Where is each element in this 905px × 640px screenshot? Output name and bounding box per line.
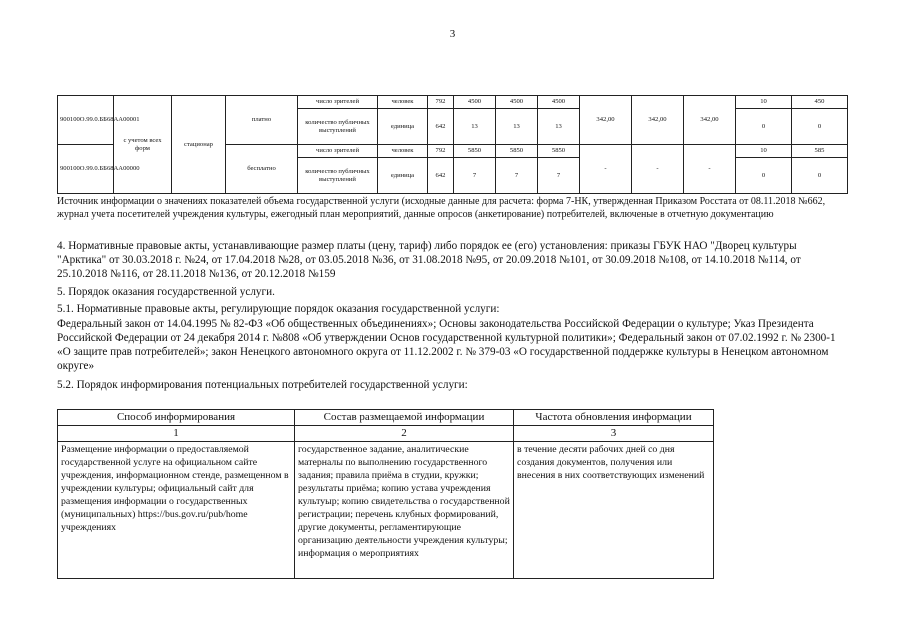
price-year-1: 342,00 xyxy=(580,96,632,145)
deviation-absolute: 450 xyxy=(792,96,848,109)
page-number: 3 xyxy=(449,28,456,40)
value-year-2: 5850 xyxy=(496,145,538,158)
okei-code: 792 xyxy=(428,96,454,109)
header-method: Способ информирования xyxy=(58,410,295,426)
registry-code: 900100О.99.0.ББ68АА00001 xyxy=(58,96,114,145)
value-year-2: 13 xyxy=(496,109,538,145)
price-year-3: - xyxy=(684,145,736,194)
section-4-payment-acts: 4. Нормативные правовые акты, устанавливающие размер платы (цену, тариф) либо порядок ее (его) установления: приказы ГБУК НАО "Дворец культуры "Арктика" от 30.03.2018 г. №24, от 17.04.2018 №28, от 03.05.2018 №36, от 31.08.2018 №95, от 20.09.2018 №101, от 30.09.2018 №108, от 14.10.2018 №114, от 25.10.2018 №116, от 28.11.2018 №136, от 20.12.2018 №159 xyxy=(57,240,801,280)
deviation-percent: 0 xyxy=(736,109,792,145)
registry-code: 900100О.99.0.ББ68АА00000 xyxy=(58,145,114,194)
deviation-absolute: 0 xyxy=(792,158,848,194)
section-5-2-heading: 5.2. Порядок информирования потенциальных потребителей государственной услуги: xyxy=(57,379,468,391)
unit-name: единица xyxy=(378,109,428,145)
indicator-name: число зрителей xyxy=(298,96,378,109)
unit-name: человек xyxy=(378,145,428,158)
value-year-1: 7 xyxy=(454,158,496,194)
column-number: 3 xyxy=(514,426,714,442)
payment-type: бесплатно xyxy=(226,145,298,194)
service-condition: стационар xyxy=(172,96,226,194)
value-year-1: 13 xyxy=(454,109,496,145)
price-year-3: 342,00 xyxy=(684,96,736,145)
indicator-name: количество публичных выступлений xyxy=(298,109,378,145)
deviation-percent: 0 xyxy=(736,158,792,194)
okei-code: 642 xyxy=(428,158,454,194)
okei-code: 642 xyxy=(428,109,454,145)
deviation-absolute: 585 xyxy=(792,145,848,158)
price-year-2: - xyxy=(632,145,684,194)
column-number: 1 xyxy=(58,426,295,442)
unit-name: человек xyxy=(378,96,428,109)
value-year-3: 4500 xyxy=(538,96,580,109)
service-form: с учетом всех форм xyxy=(114,96,172,194)
header-content: Состав размещаемой информации xyxy=(295,410,514,426)
value-year-2: 7 xyxy=(496,158,538,194)
update-frequency-cell: в течение десяти рабочих дней со дня создания документов, получения или внесения в них соответствующих изменений xyxy=(514,442,714,579)
price-year-1: - xyxy=(580,145,632,194)
value-year-1: 4500 xyxy=(454,96,496,109)
deviation-absolute: 0 xyxy=(792,109,848,145)
okei-code: 792 xyxy=(428,145,454,158)
section-5-1-heading: 5.1. Нормативные правовые акты, регулирующие порядок оказания государственной услуги: xyxy=(57,303,500,315)
service-volume-table xyxy=(57,95,848,194)
informing-table xyxy=(57,409,714,579)
value-year-3: 5850 xyxy=(538,145,580,158)
deviation-percent: 10 xyxy=(736,96,792,109)
indicator-name: число зрителей xyxy=(298,145,378,158)
information-content-cell: государственное задание, аналитические матерналы по выполнению государственного задания; правила приёма в студии, кружки; результаты приёма; копию устава учреждения культуыр; копию свидетельства о государственной регистрации; перечень клубных формирований, другие документы, регламентирующие организацию деятельности учреждения культуры; информация о мероприятиях xyxy=(295,442,514,579)
header-frequency: Частота обновления информации xyxy=(514,410,714,426)
payment-type: платно xyxy=(226,96,298,145)
column-number: 2 xyxy=(295,426,514,442)
laws-list: Федеральный закон от 14.04.1995 № 82-ФЗ «Об общественных объединениях»; Основы законодательства Российской Федерации о культуре; Указ Президента Российской Федерации от 24 декабря 2014 г. №808 «Об утверждении Основ государственной культурной политики»; Федеральный закон от 07.02.1992 г. № 2300-1 «О защите прав потребителей»; закон Ненецкого автономного округа от 11.12.2002 г. № 379-03 «О государственной поддержке культуры в Ненецком автономном округе» xyxy=(57,318,836,372)
source-note: Источник информации о значениях показателей объема государственной услуги (исходные данные для расчета: форма 7-НК, утвержденная Приказом Росстата от 08.11.2018 №662, журнал учета посетителей учреждения культуры, ежегодный план мероприятий, данные опросов (анкетирование) потребителей, включеные в отчетную документацию xyxy=(57,196,826,220)
value-year-2: 4500 xyxy=(496,96,538,109)
unit-name: единица xyxy=(378,158,428,194)
value-year-3: 7 xyxy=(538,158,580,194)
deviation-percent: 10 xyxy=(736,145,792,158)
value-year-1: 5850 xyxy=(454,145,496,158)
indicator-name: количество публичных выступлений xyxy=(298,158,378,194)
price-year-2: 342,00 xyxy=(632,96,684,145)
value-year-3: 13 xyxy=(538,109,580,145)
section-5-heading: 5. Порядок оказания государственной услуги. xyxy=(57,286,275,298)
informing-method-cell: Размещение информации о предоставляемой государственной услуге на официальном сайте учреждения, информационном стенде, размещенном в учреждении культуры; официальный сайт для размещения информации о государственных (муниципальных) https://bus.gov.ru/pub/home учреждениях xyxy=(58,442,295,579)
